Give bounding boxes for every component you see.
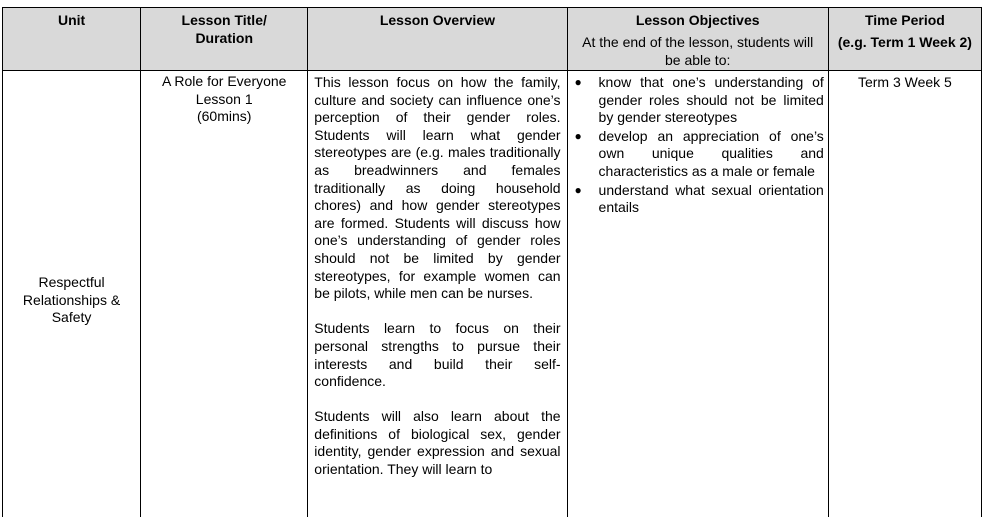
header-objectives-subtitle: At the end of the lesson, students will be able to:: [582, 34, 814, 68]
objective-item: [574, 181, 824, 217]
header-lesson-objectives: [567, 8, 828, 71]
cell-lesson-objectives: [567, 71, 828, 517]
lesson-duration-text: (60mins): [196, 108, 252, 124]
unit-text: Respectful Relationships & Safety: [22, 274, 121, 326]
cell-time-period: Term 3 Week 5: [828, 71, 981, 517]
objectives-list: [572, 74, 824, 217]
lesson-plan-table: [2, 7, 982, 517]
header-unit: Unit: [3, 8, 141, 71]
objective-text: develop an appreciation of one’s own unique qualities and characteristics as a male or female: [598, 127, 824, 179]
overview-paragraph: Students learn to focus on their personal strengths to pursue their interests and build their self-confidence.: [314, 320, 561, 390]
overview-paragraph: Students will also learn about the definitions of biological sex, gender identity, gender expression and sexual orientation. They will learn to: [314, 408, 561, 478]
cell-lesson-overview: [308, 71, 567, 517]
cell-unit: [3, 71, 141, 517]
lesson-row: [3, 71, 982, 517]
bullet-icon: ●: [574, 75, 582, 89]
objective-text: understand what sexual orientation entails: [598, 181, 824, 216]
header-row: [3, 8, 982, 71]
header-time-title: Time Period: [864, 12, 945, 28]
header-lesson-title-text: Lesson Title/ Duration: [181, 12, 267, 46]
lesson-number-text: Lesson 1: [195, 90, 253, 107]
bullet-icon: ●: [574, 182, 582, 197]
cell-lesson-title: [141, 71, 308, 517]
header-objectives-title: Lesson Objectives: [635, 12, 760, 28]
objective-item: [574, 74, 824, 127]
lesson-title-text: A Role for Everyone: [161, 73, 287, 89]
objective-text: know that one’s understanding of gender roles should not be limited by gender stereotypes: [598, 74, 824, 126]
bullet-icon: ●: [574, 128, 582, 143]
header-time-example: (e.g. Term 1 Week 2): [837, 34, 972, 50]
header-time-period: [828, 8, 981, 71]
overview-paragraph: This lesson focus on how the family, culture and society can influence one’s perception of their gender roles. Students will learn what gender stereotypes are (e.g. males traditionally as breadwinners and females traditionally as doing household chores) and how gender stereotypes are formed. Students will discuss how one’s understanding of gender roles should not be limited by gender stereotypes, for example women can be pilots, while men can be nurses.: [314, 74, 561, 302]
header-lesson-overview: Lesson Overview: [308, 8, 567, 71]
header-lesson-title: [141, 8, 308, 71]
objective-item: [574, 127, 824, 181]
